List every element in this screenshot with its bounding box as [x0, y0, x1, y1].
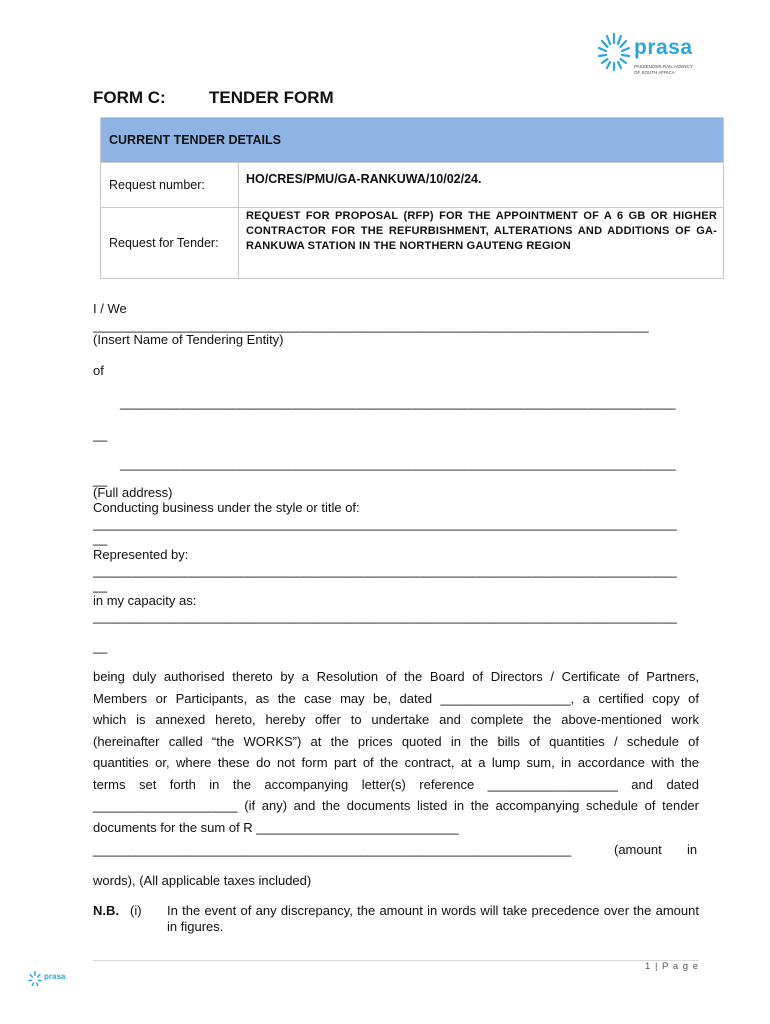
paragraph-line: which is annexed hereto, hereby offer to undertake and complete the above-mentioned work: [93, 712, 699, 727]
footer-logo-wordmark: prasa: [44, 972, 66, 981]
footer-logo: [27, 970, 67, 990]
prasa-logo: [596, 30, 706, 86]
logo-tagline: PASSENGER RAIL AGENCY OF SOUTH AFRICA: [634, 64, 693, 75]
full-address-label: (Full address): [93, 485, 173, 500]
tender-details-table: [100, 117, 724, 279]
business-style-tail: __: [93, 531, 108, 546]
prasa-emblem-icon: [27, 970, 43, 988]
business-style-field[interactable]: ___________________________________________________________________________________: [93, 516, 677, 531]
nb-text: In the event of any discrepancy, the amount in words will take precedence over the amount in figures.: [167, 903, 699, 934]
represented-by-tail: __: [93, 578, 108, 593]
paragraph-line: being duly authorised thereto by a Resolution of the Board of Directors / Certificate of Partners,: [93, 669, 699, 684]
capacity-tail: __: [93, 639, 108, 654]
paragraph-line: Members or Participants, as the case may be, dated __________________, a certified copy of: [93, 690, 699, 706]
offer-paragraph: [93, 666, 699, 838]
logo-wordmark: prasa: [634, 36, 693, 59]
request-for-tender-label: Request for Tender:: [101, 208, 239, 279]
form-title: FORM C:: [93, 88, 166, 107]
nb-index: (i): [130, 903, 142, 918]
nb-label: N.B.: [93, 903, 119, 918]
entity-name-field[interactable]: _______________________________________________________________________________: [93, 318, 649, 333]
paragraph-line: ____________________ (if any) and the documents listed in the accompanying schedule of tender: [93, 798, 699, 813]
paragraph-line: documents for the sum of R ____________________________: [93, 819, 459, 835]
capacity-label: in my capacity as:: [93, 593, 197, 608]
amount-words-field[interactable]: ____________________________________________________________________: [93, 842, 572, 857]
page-number: 1 | P a g e: [645, 961, 699, 972]
prasa-emblem-icon: [596, 30, 632, 80]
entity-name-hint: (Insert Name of Tendering Entity): [93, 332, 284, 347]
paragraph-line: quantities or, where these do not form part of the contract, at a lump sum, in accordance with the: [93, 755, 699, 770]
amount-in-label: in: [687, 842, 698, 857]
address-line-1-tail: __: [93, 427, 108, 442]
paragraph-line: terms set forth in the accompanying letter(s) reference __________________ and dated: [93, 776, 699, 792]
amount-label: (amount: [614, 842, 662, 857]
form-subtitle: TENDER FORM: [209, 88, 334, 107]
capacity-field[interactable]: ___________________________________________________________________________________: [93, 609, 677, 624]
words-taxes-label: words), (All applicable taxes included): [93, 873, 312, 888]
address-line-2-field[interactable]: _______________________________________________________________________________: [120, 456, 676, 471]
represented-by-field[interactable]: ___________________________________________________________________________________: [93, 563, 677, 578]
i-we-label: I / We: [93, 301, 127, 316]
of-label: of: [93, 363, 104, 378]
paragraph-line: (hereinafter called “the WORKS”) at the prices quoted in the bills of quantities / schedule of: [93, 733, 699, 749]
address-line-1-field[interactable]: _______________________________________________________________________________: [120, 395, 676, 410]
address-line-2-tail: __: [93, 472, 108, 487]
request-number-label: Request number:: [101, 163, 239, 208]
table-header: CURRENT TENDER DETAILS: [101, 118, 724, 163]
request-number-value: HO/CRES/PMU/GA-RANKUWA/10/02/24.: [239, 163, 724, 208]
represented-by-label: Represented by:: [93, 547, 189, 562]
request-for-tender-value: REQUEST FOR PROPOSAL (RFP) FOR THE APPOINTMENT OF A 6 GB OR HIGHER CONTRACTOR FOR THE REFURBISHMENT, ALTERATIONS AND ADDITIONS OF GA-RANKUWA STATION IN THE NORTHERN GAUTENG REGION: [239, 208, 724, 279]
conducting-business-label: Conducting business under the style or title of:: [93, 500, 360, 515]
